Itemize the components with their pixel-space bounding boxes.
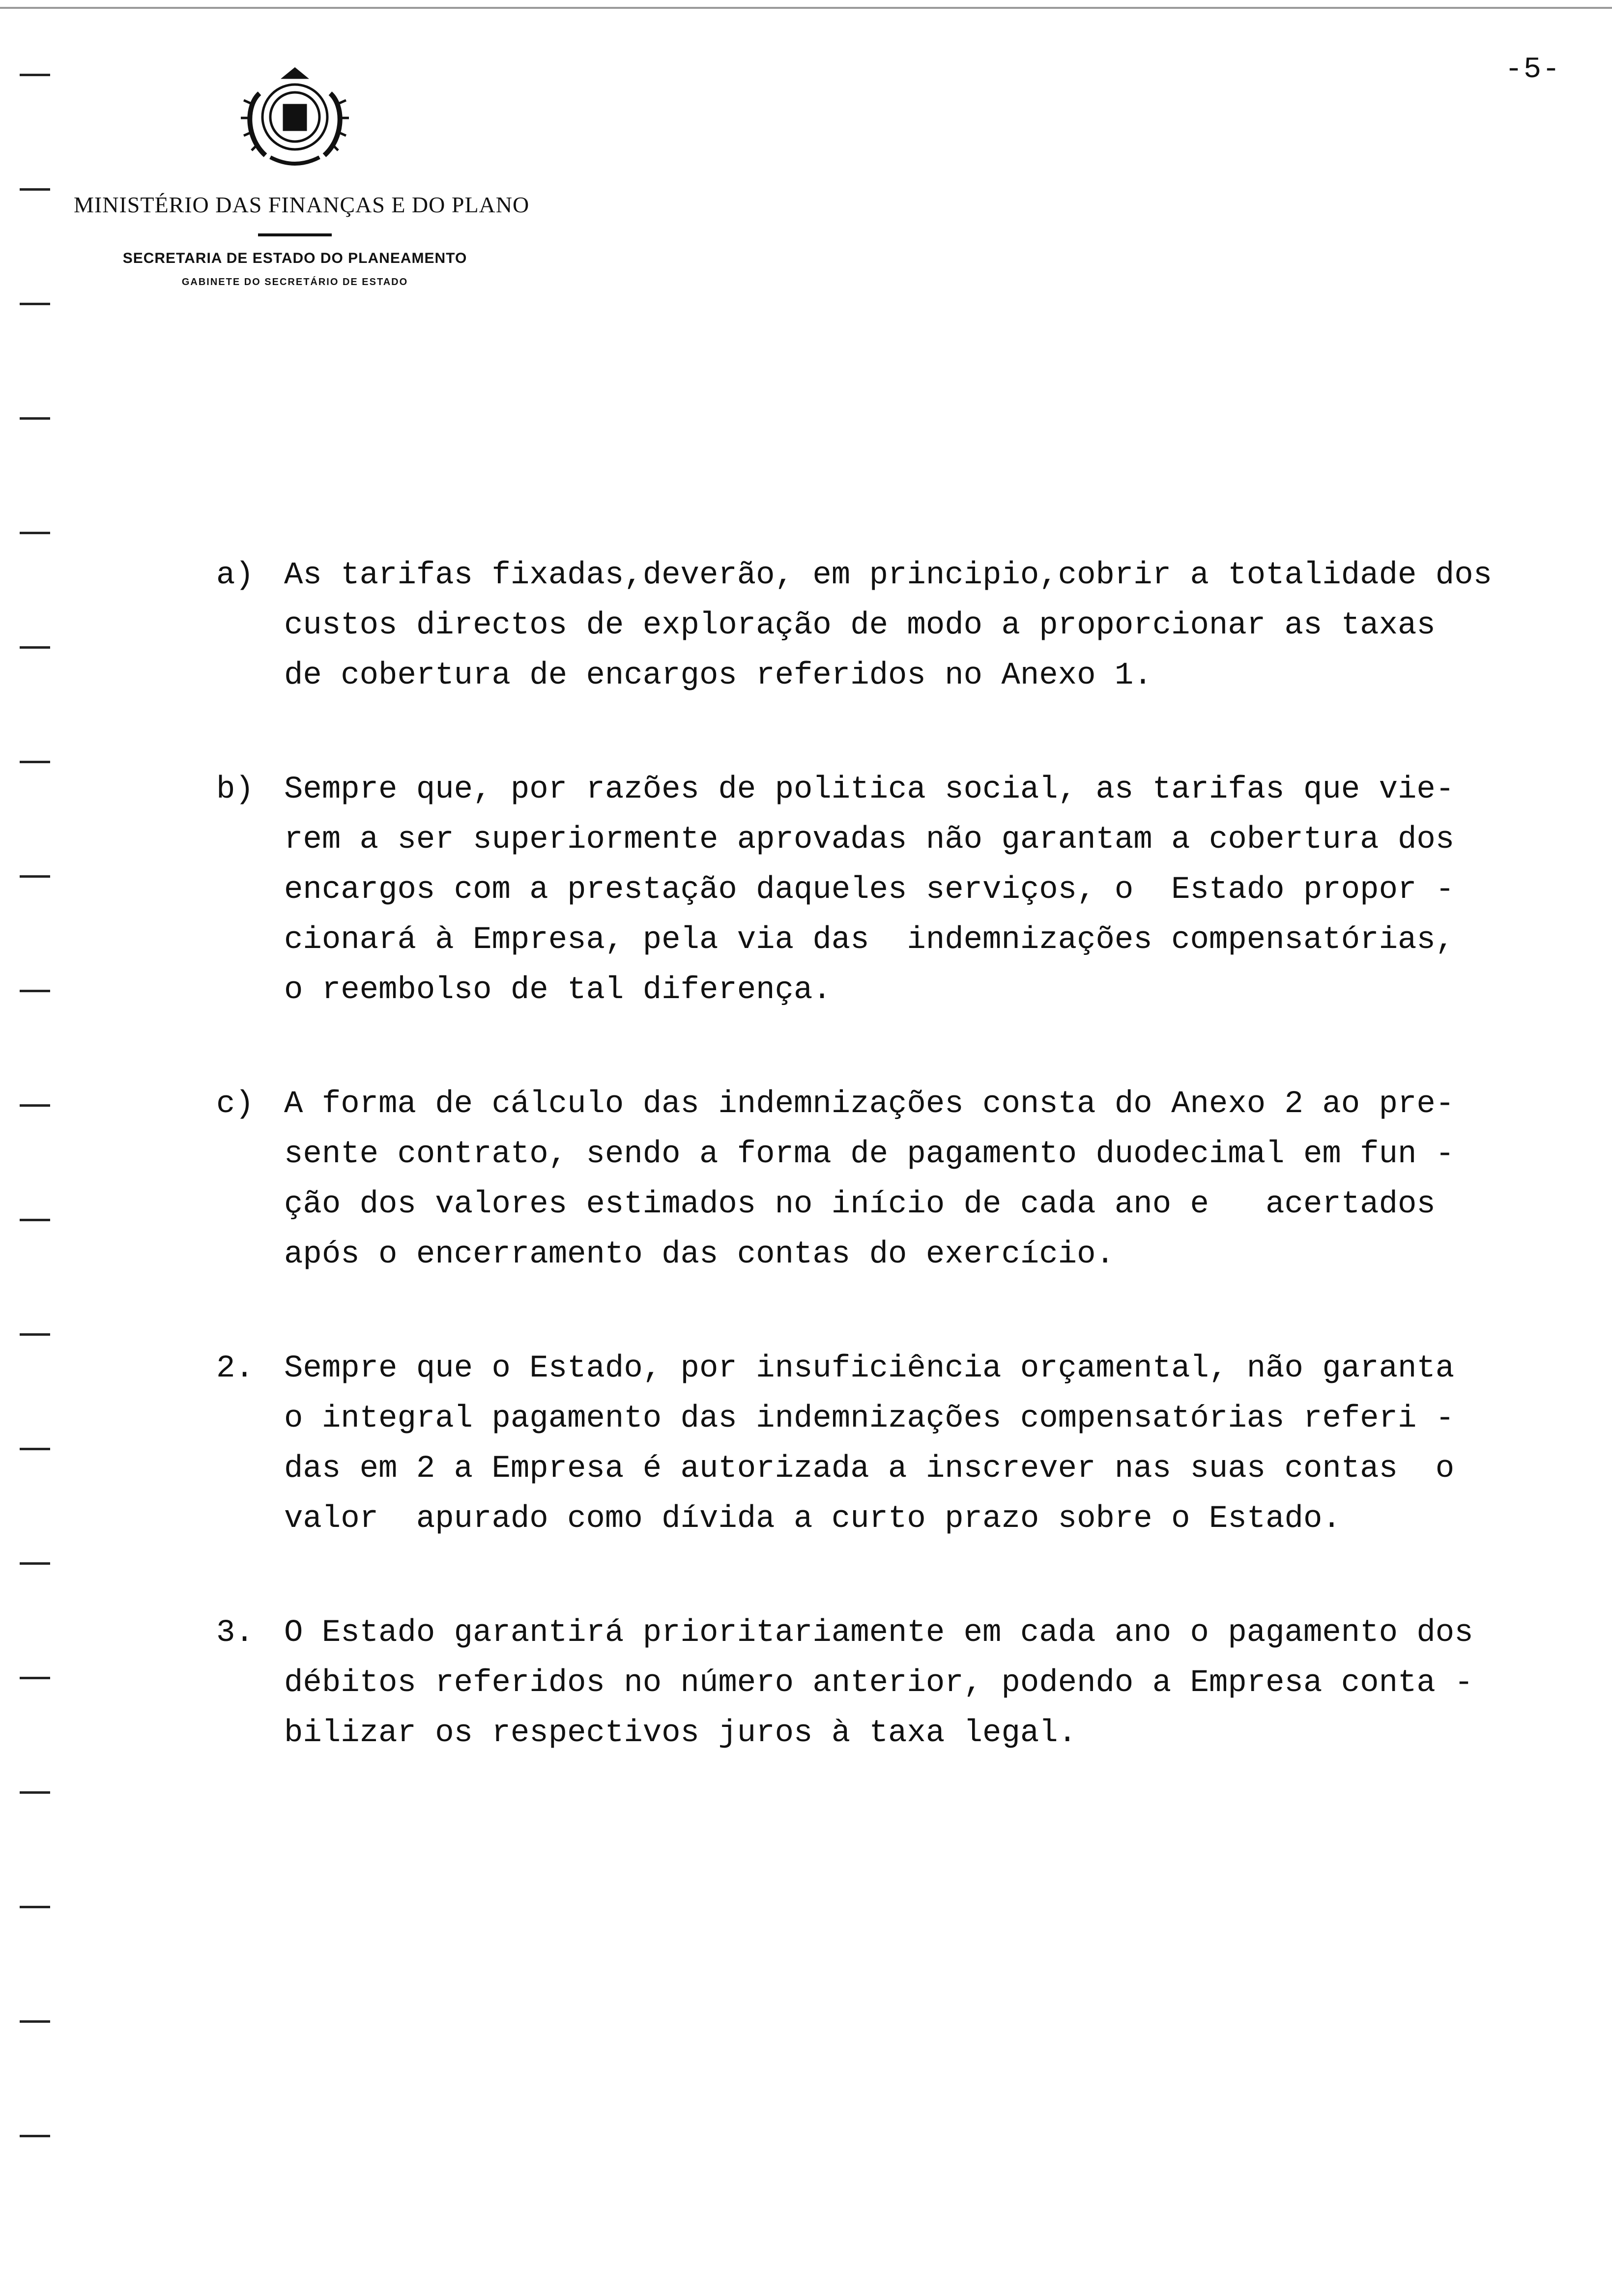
margin-mark: [20, 1677, 50, 1679]
text-line: das em 2 a Empresa é autorizada a inscrever nas suas contas o: [284, 1451, 1455, 1487]
margin-mark: [20, 646, 50, 649]
paragraph-2: [216, 1344, 1563, 1544]
margin-mark: [20, 1448, 50, 1450]
text-line: O Estado garantirá prioritariamente em cada ano o pagamento dos: [284, 1615, 1473, 1651]
text-line: valor apurado como dívida a curto prazo sobre o Estado.: [284, 1501, 1341, 1537]
text-line: custos directos de exploração de modo a proporcionar as taxas: [284, 608, 1436, 643]
margin-mark: [20, 188, 50, 191]
page-number: -5-: [1504, 53, 1561, 86]
portuguese-coat-of-arms-icon: [231, 59, 359, 172]
text-line: encargos com a prestação daqueles serviços, o Estado propor -: [284, 872, 1455, 908]
margin-mark: [20, 2135, 50, 2137]
paragraph-c: [216, 1079, 1563, 1280]
text-line: cionará à Empresa, pela via das indemnizações compensatórias,: [284, 922, 1455, 958]
letterhead-divider: [258, 233, 332, 236]
text-line: bilizar os respectivos juros à taxa legal.: [284, 1716, 1077, 1751]
margin-mark: [20, 875, 50, 878]
text-line: Sempre que, por razões de politica social, as tarifas que vie-: [284, 772, 1455, 807]
letterhead: [74, 59, 530, 288]
margin-mark: [20, 990, 50, 992]
margin-mark: [20, 1562, 50, 1565]
text-line: o integral pagamento das indemnizações compensatórias referi -: [284, 1401, 1455, 1436]
text-line: As tarifas fixadas,deverão, em principio,cobrir a totalidade dos: [284, 558, 1492, 593]
text-line: A forma de cálculo das indemnizações consta do Anexo 2 ao pre-: [284, 1087, 1455, 1122]
secretariat-name: SECRETARIA DE ESTADO DO PLANEAMENTO: [122, 250, 467, 266]
punch-margin-marks: [20, 0, 59, 2296]
document-body: [216, 550, 1563, 1758]
paragraph-label: c): [216, 1087, 254, 1122]
margin-mark: [20, 1906, 50, 1908]
margin-mark: [20, 1219, 50, 1221]
ministry-name: MINISTÉRIO DAS FINANÇAS E DO PLANO: [74, 192, 530, 217]
margin-mark: [20, 1791, 50, 1794]
margin-mark: [20, 532, 50, 534]
margin-mark: [20, 417, 50, 420]
paragraph-label: 2.: [216, 1351, 254, 1386]
paragraph-label: b): [216, 772, 254, 807]
paragraph-a: [216, 550, 1563, 701]
paragraph-3: [216, 1608, 1563, 1758]
text-line: sente contrato, sendo a forma de pagamento duodecimal em fun -: [284, 1137, 1455, 1172]
paragraph-b: [216, 765, 1563, 1015]
margin-mark: [20, 2020, 50, 2023]
top-edge-rule: [0, 7, 1612, 9]
text-line: ção dos valores estimados no início de cada ano e acertados: [284, 1187, 1436, 1222]
margin-mark: [20, 761, 50, 763]
margin-mark: [20, 74, 50, 76]
margin-mark: [20, 303, 50, 305]
paragraph-label: 3.: [216, 1615, 254, 1651]
text-line: débitos referidos no número anterior, podendo a Empresa conta -: [284, 1665, 1473, 1701]
text-line: Sempre que o Estado, por insuficiência orçamental, não garanta: [284, 1351, 1455, 1386]
paragraph-label: a): [216, 558, 254, 593]
text-line: o reembolso de tal diferença.: [284, 973, 832, 1008]
margin-mark: [20, 1333, 50, 1336]
margin-mark: [20, 1104, 50, 1107]
text-line: após o encerramento das contas do exercício.: [284, 1237, 1115, 1272]
text-line: rem a ser superiormente aprovadas não garantam a cobertura dos: [284, 822, 1455, 858]
text-line: de cobertura de encargos referidos no Anexo 1.: [284, 658, 1152, 693]
cabinet-name: GABINETE DO SECRETÁRIO DE ESTADO: [181, 277, 408, 287]
